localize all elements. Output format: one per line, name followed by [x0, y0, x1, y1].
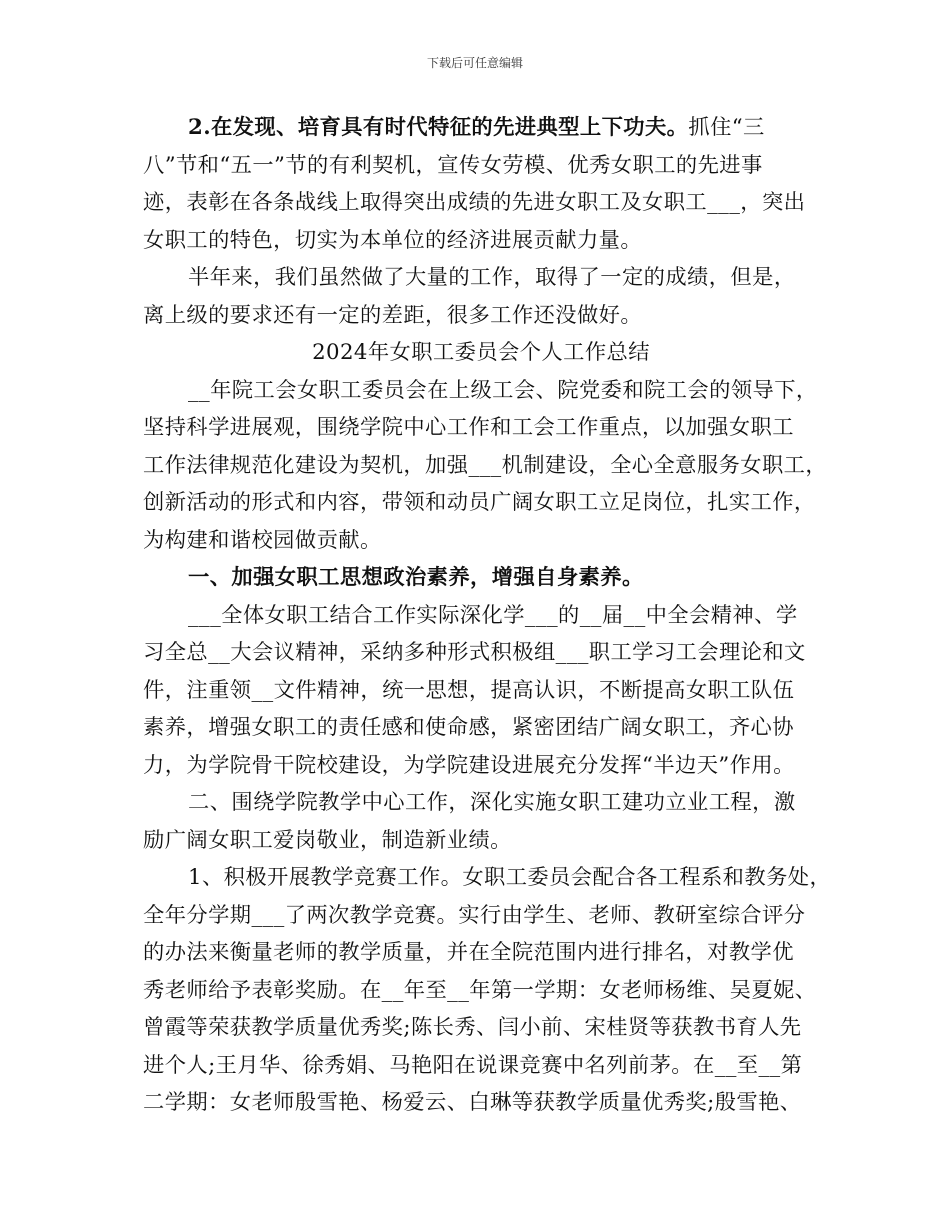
paragraph-line: 八”节和“五一”节的有利契机，宣传女劳模、优秀女职工的先进事 — [143, 152, 763, 178]
paragraph-line: 半年来，我们虽然做了大量的工作，取得了一定的成绩，但是， — [188, 265, 796, 290]
document-body — [143, 109, 832, 1122]
paragraph-line: 二、围绕学院教学中心工作，深化实施女职工建功立业工程，激 — [188, 790, 796, 815]
paragraph-line: 创新活动的形式和内容，带领和动员广阔女职工立足岗位，扎实工作， — [143, 490, 816, 515]
paragraph-line: __年院工会女职工委员会在上级工会、院党委和院工会的领导下， — [188, 377, 818, 403]
paragraph-line: 女职工的特色，切实为本单位的经济进展贡献力量。 — [143, 227, 643, 253]
section-heading: 一、加强女职工思想政治素养，增强自身素养。 — [188, 565, 644, 590]
paragraph-line: 力，为学院骨干院校建设，为学院建设进展充分发挥“半边天”作用。 — [143, 752, 795, 778]
paragraph-line: 励广阔女职工爱岗敬业，制造新业绩。 — [143, 827, 512, 853]
paragraph-line: 为构建和谐校园做贡献。 — [143, 527, 382, 553]
paragraph-line: 全年分学期___了两次教学竞赛。实行由学生、老师、教研室综合评分 — [143, 902, 806, 928]
paragraph-line: 秀老师给予表彰奖励。在__年至__年第一学期：女老师杨维、吴夏妮、 — [143, 977, 817, 1003]
paragraph-line: ___全体女职工结合工作实际深化学___的__届__中全会精神、学 — [188, 602, 798, 628]
page-header-note: 下载后可任意编辑 — [426, 56, 523, 70]
paragraph-line — [143, 109, 819, 147]
paragraph-line: 习全总__大会议精神，采纳多种形式积极组___职工学习工会理论和文 — [143, 640, 806, 665]
paragraph-line: 进个人;王月华、徐秀娟、马艳阳在说课竞赛中名列前茅。在__至__第 — [143, 1052, 803, 1078]
paragraph-line: 素养，增强女职工的责任感和使命感，紧密团结广阔女职工，齐心协 — [143, 715, 794, 740]
paragraph-line: 1、积极开展教学竞赛工作。女职工委员会配合各工程系和教务处， — [188, 865, 832, 890]
paragraph-line: 迹，表彰在各条战线上取得突出成绩的先进女职工及女职工___，突出 — [143, 190, 806, 215]
paragraph-text: 抓住“三 — [688, 115, 765, 140]
paragraph-line: 的办法来衡量老师的教学质量，并在全院范围内进行排名，对教学优 — [143, 940, 794, 965]
paragraph-line: 件，注重领__文件精神，统一思想，提高认识，不断提高女职工队伍 — [143, 677, 795, 703]
paragraph-line: 坚持科学进展观，围绕学院中心工作和工会工作重点，以加强女职工 — [143, 415, 794, 440]
paragraph-line: 曾霞等荣获教学质量优秀奖;陈长秀、闫小前、宋桂贤等获教书育人先 — [143, 1015, 802, 1040]
paragraph-line: 二学期：女老师殷雪艳、杨爱云、白琳等获教学质量优秀奖;殷雪艳、 — [143, 1090, 802, 1115]
paragraph-line: 工作法律规范化建设为契机，加强___机制建设，全心全意服务女职工， — [143, 452, 828, 478]
bold-heading-text: 2.在发现、培育具有时代特征的先进典型上下功夫。 — [188, 115, 689, 140]
paragraph-line: 离上级的要求还有一定的差距，很多工作还没做好。 — [143, 302, 643, 328]
section-title: 2024年女职工委员会个人工作总结 — [312, 340, 650, 365]
